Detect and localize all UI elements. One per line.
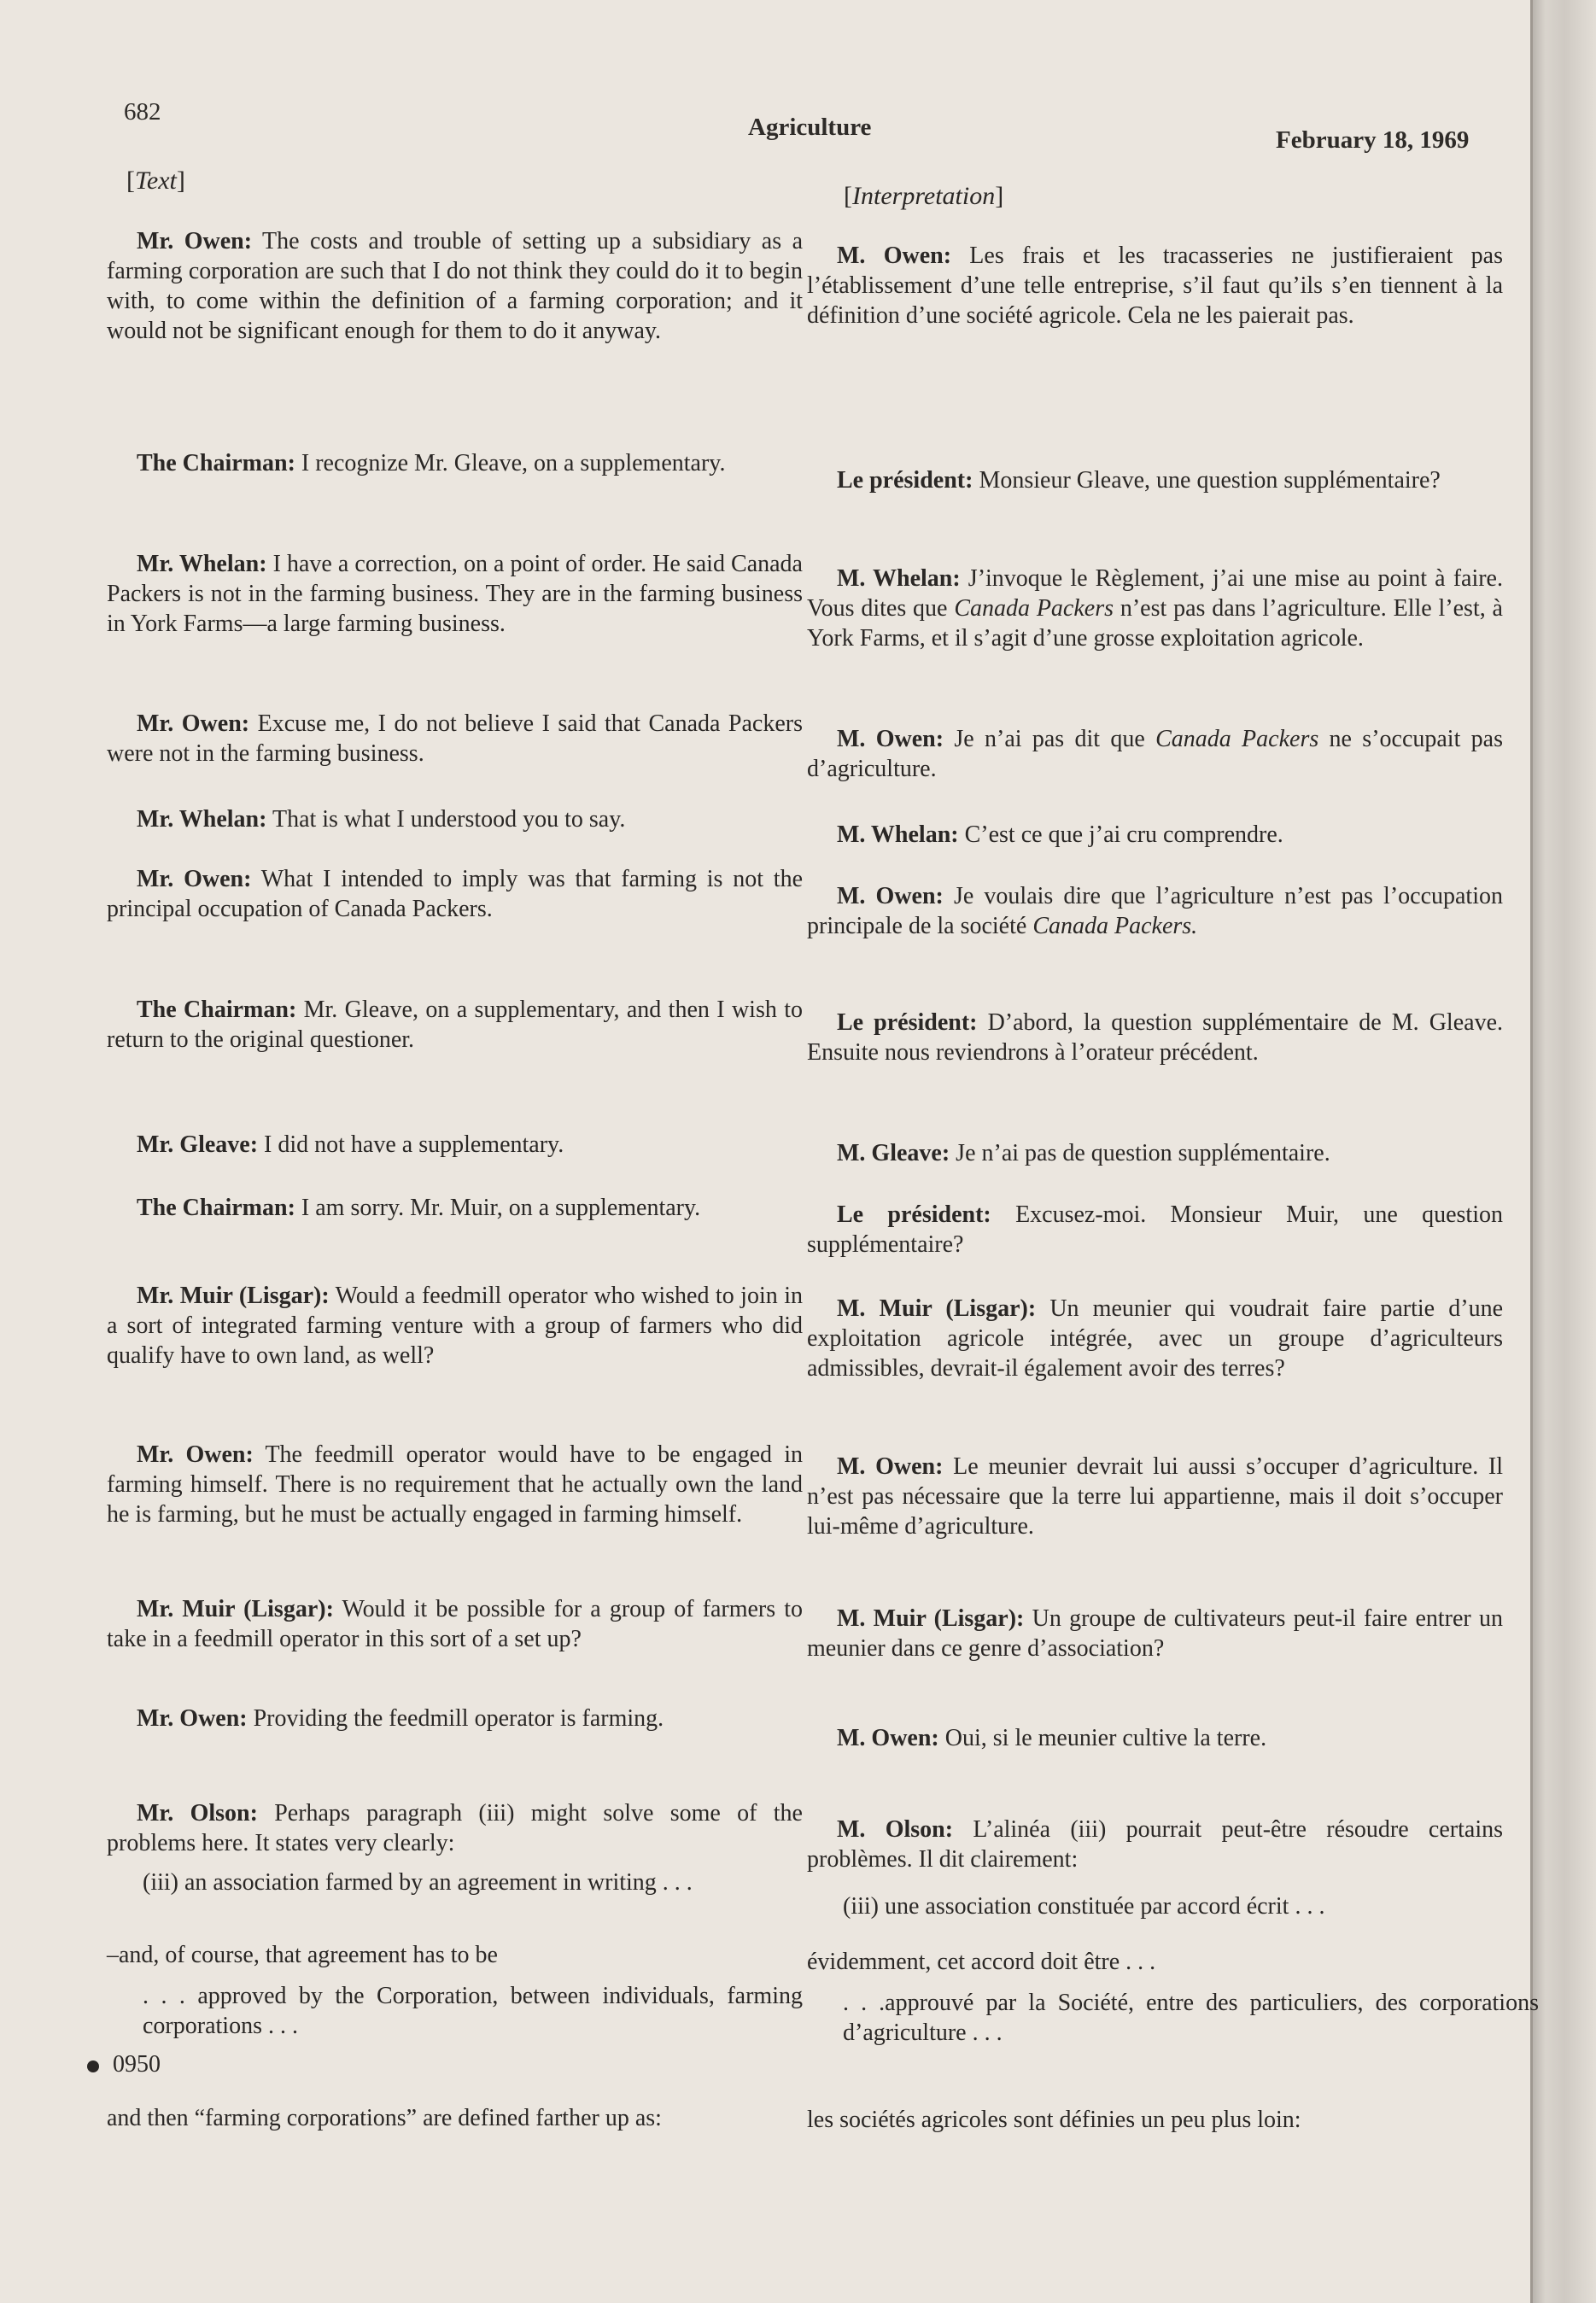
left-paragraph: Mr. Whelan: I have a correction, on a point of order. He said Canada Packers is not in the farming business. They are in the farming business in York Farms—a large farming business. xyxy=(107,551,803,637)
right-paragraph: M. Olson: L’alinéa (iii) pourrait peut-être résoudre certains problèmes. Il dit clairement: xyxy=(807,1816,1503,1873)
right-paragraph: M. Owen: Oui, si le meunier cultive la terre. xyxy=(837,1725,1267,1751)
right-paragraph: Le président: Excusez-moi. Monsieur Muir, une question supplémentaire? xyxy=(807,1201,1503,1258)
right-paragraph: M. Owen: Les frais et les tracasseries ne justifieraient pas l’établissement d’une telle entreprise, s’il faut qu’ils s’en tiennent à la définition d’une société agricole. Cela ne les paierait pas. xyxy=(807,243,1503,329)
facing-page-gutter xyxy=(1533,0,1596,2303)
right-paragraph: M. Muir (Lisgar): Un groupe de cultivateurs peut-il faire entrer un meunier dans ce genre d’association? xyxy=(807,1605,1503,1662)
right-paragraph: M. Owen: Le meunier devrait lui aussi s’occuper d’agriculture. Il n’est pas nécessaire que la terre lui appartienne, mais il doit s’occuper lui-même d’agriculture. xyxy=(807,1453,1503,1540)
right-quotation: (iii) une association constituée par accord écrit . . . xyxy=(843,1893,1325,1920)
left-continuation: and then “farming corporations” are defined farther up as: xyxy=(107,2105,662,2131)
left-paragraph: The Chairman: Mr. Gleave, on a supplementary, and then I wish to return to the original questioner. xyxy=(107,997,803,1053)
page-date: February 18, 1969 xyxy=(1276,126,1470,154)
right-quotation: . . .approuvé par la Société, entre des particuliers, des corporations d’agriculture . . . xyxy=(843,1990,1539,2046)
page-number: 682 xyxy=(124,98,161,126)
right-paragraph: M. Gleave: Je n’ai pas de question supplémentaire. xyxy=(837,1140,1330,1166)
left-paragraph: Mr. Owen: The feedmill operator would have to be engaged in farming himself. There is no requirement that he actually own the land he is farming, but he must be actually engaged in farming himself. xyxy=(107,1441,804,1528)
left-quotation: (iii) an association farmed by an agreement in writing . . . xyxy=(143,1869,693,1896)
left-paragraph: Mr. Owen: Providing the feedmill operator is farming. xyxy=(137,1705,664,1732)
left-quotation: . . . approved by the Corporation, between individuals, farming corporations . . . xyxy=(143,1983,803,2039)
right-continuation: évidemment, cet accord doit être . . . xyxy=(807,1949,1156,1975)
right-paragraph: Le président: D’abord, la question supplémentaire de M. Gleave. Ensuite nous reviendrons à l’orateur précédent. xyxy=(807,1009,1503,1066)
right-continuation: les sociétés agricoles sont définies un peu plus loin: xyxy=(807,2107,1301,2133)
column-label-text: [Text] xyxy=(126,167,185,195)
left-paragraph: Mr. Muir (Lisgar): Would a feedmill operator who wished to join in a sort of integrated farming venture with a group of farmers who did qualify have to own land, as well? xyxy=(107,1283,803,1369)
right-paragraph: M. Whelan: C’est ce que j’ai cru comprendre. xyxy=(837,821,1283,848)
left-paragraph: Mr. Owen: The costs and trouble of setting up a subsidiary as a farming corporation are such that I do not think they could do it to begin with, to come within the definition of a farming corporation; and it would not be significant enough for them to do it anyway. xyxy=(107,228,803,344)
right-paragraph: M. Muir (Lisgar): Un meunier qui voudrait faire partie d’une exploitation agricole intégrée, avec un groupe d’agriculteurs admissibles, devrait-il également avoir des terres? xyxy=(807,1295,1503,1382)
section-title: Agriculture xyxy=(748,114,872,141)
left-paragraph: Mr. Gleave: I did not have a supplementary. xyxy=(137,1131,564,1158)
left-paragraph: The Chairman: I am sorry. Mr. Muir, on a supplementary. xyxy=(137,1195,701,1221)
right-paragraph: M. Owen: Je voulais dire que l’agriculture n’est pas l’occupation principale de la société Canada Packers. xyxy=(807,883,1503,939)
left-paragraph: Mr. Olson: Perhaps paragraph (iii) might solve some of the problems here. It states very clearly: xyxy=(107,1800,803,1856)
right-paragraph: Le président: Monsieur Gleave, une question supplémentaire? xyxy=(837,467,1441,494)
left-paragraph: Mr. Owen: What I intended to imply was that farming is not the principal occupation of Canada Packers. xyxy=(107,866,804,922)
left-continuation: –and, of course, that agreement has to be xyxy=(107,1942,498,1968)
column-label-interpretation: [Interpretation] xyxy=(844,182,1004,210)
right-paragraph: M. Owen: Je n’ai pas dit que Canada Packers ne s’occupait pas d’agriculture. xyxy=(807,726,1503,782)
left-paragraph: Mr. Owen: Excuse me, I do not believe I said that Canada Packers were not in the farming business. xyxy=(107,710,803,767)
left-paragraph: The Chairman: I recognize Mr. Gleave, on a supplementary. xyxy=(137,450,726,476)
bullet-icon xyxy=(87,2060,99,2072)
right-paragraph: M. Whelan: J’invoque le Règlement, j’ai une mise au point à faire. Vous dites que Canada Packers n’est pas dans l’agriculture. Elle l’est, à York Farms, et il s’agit d’une grosse exploitation agricole. xyxy=(807,565,1503,652)
left-paragraph: Mr. Whelan: That is what I understood you to say. xyxy=(137,806,626,833)
left-paragraph: Mr. Muir (Lisgar): Would it be possible for a group of farmers to take in a feedmill operator in this sort of a set up? xyxy=(107,1596,804,1652)
time-marker: 0950 xyxy=(87,2051,161,2078)
